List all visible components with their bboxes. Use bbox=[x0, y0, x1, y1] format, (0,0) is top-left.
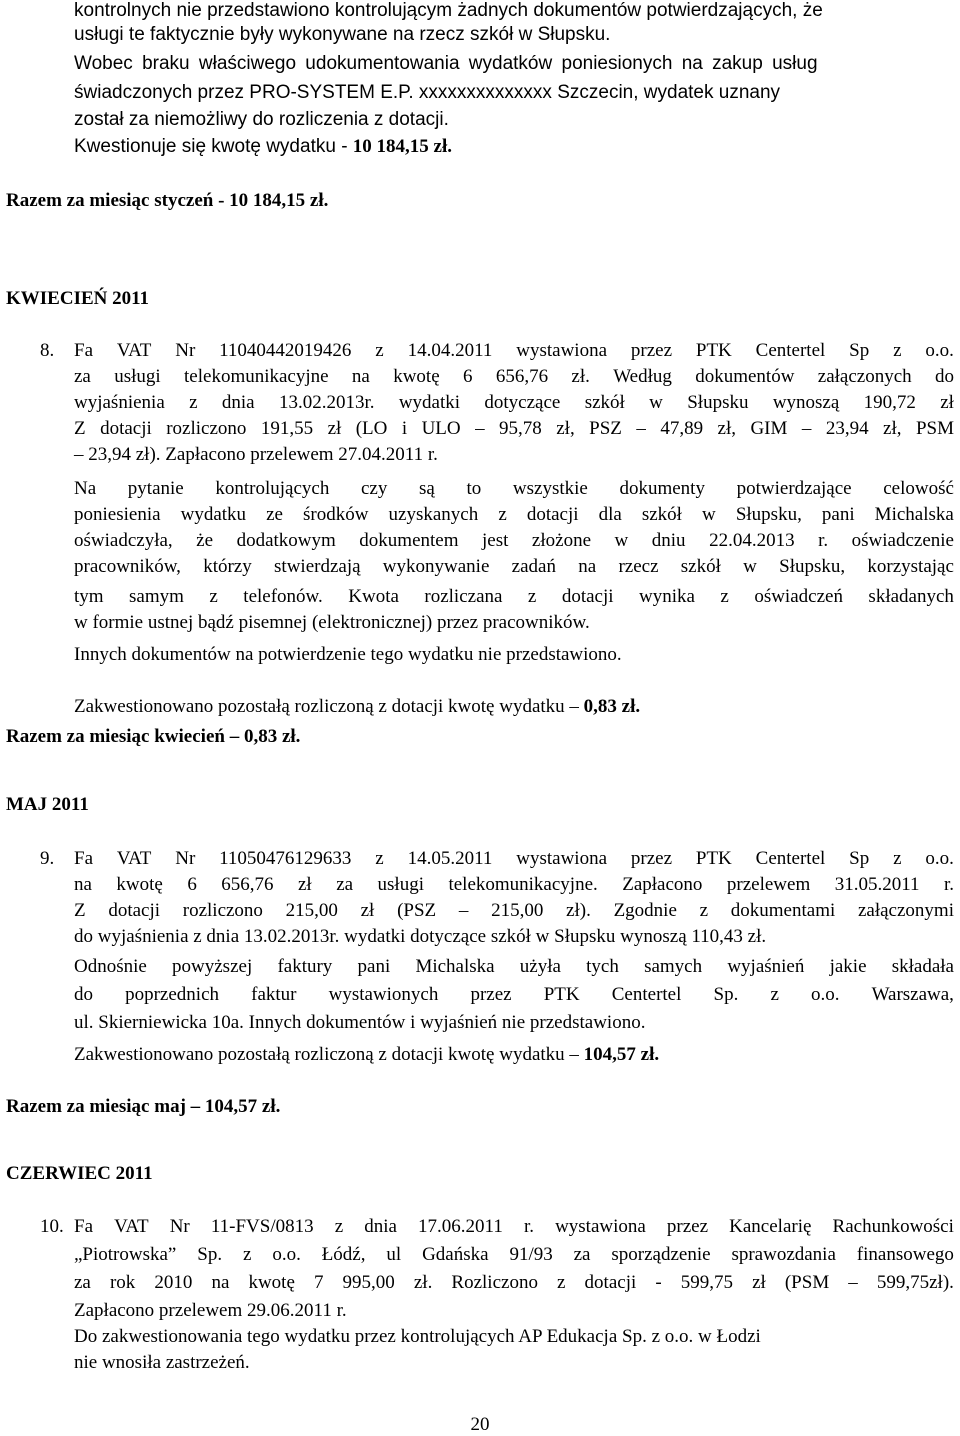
may-questioned-text: Zakwestionowano pozostałą rozliczoną z dotacji kwotę wydatku – bbox=[74, 1044, 584, 1065]
june-line-1: Fa VAT Nr 11-FVS/0813 z dnia 17.06.2011 r. wystawiona przez Kancelarię Rachunkowości bbox=[74, 1216, 954, 1237]
heading-june: CZERWIEC 2011 bbox=[6, 1163, 153, 1184]
april-line-2: za usługi telekomunikacyjne na kwotę 6 656,76 zł. Według dokumentów załączonych do bbox=[74, 366, 954, 387]
may-line-4: do wyjaśnienia z dnia 13.02.2013r. wydatki dotyczące szkół w Słupsku wynoszą 110,43 zł. bbox=[74, 926, 767, 947]
item-number-8: 8. bbox=[40, 340, 55, 361]
questioned-amount-text: Kwestionuje się kwotę wydatku - bbox=[74, 136, 353, 157]
june-line-3: za rok 2010 na kwotę 7 995,00 zł. Rozliczono z dotacji - 599,75 zł (PSM – 599,75zł). bbox=[74, 1272, 954, 1293]
may-line-5: Odnośnie powyższej faktury pani Michalska użyła tych samych wyjaśnień jakie składała bbox=[74, 956, 954, 977]
total-may: Razem za miesiąc maj – 104,57 zł. bbox=[6, 1096, 281, 1117]
june-line-5: Do zakwestionowania tego wydatku przez kontrolujących AP Edukacja Sp. z o.o. w Łodzi bbox=[74, 1326, 761, 1347]
april-line-1: Fa VAT Nr 11040442019426 z 14.04.2011 wystawiona przez PTK Centertel Sp z o.o. bbox=[74, 340, 954, 361]
intro-line-4: świadczonych przez PRO-SYSTEM E.P. xxxxxxxxxxxxxx Szczecin, wydatek uznany bbox=[74, 82, 781, 103]
may-line-7: ul. Skierniewicka 10a. Innych dokumentów i wyjaśnień nie przedstawiono. bbox=[74, 1012, 646, 1033]
total-april: Razem za miesiąc kwiecień – 0,83 zł. bbox=[6, 726, 301, 747]
june-line-4: Zapłacono przelewem 29.06.2011 r. bbox=[74, 1300, 347, 1321]
april-line-12: Innych dokumentów na potwierdzenie tego wydatku nie przedstawiono. bbox=[74, 644, 622, 665]
may-line-3: Z dotacji rozliczono 215,00 zł (PSZ – 215,00 zł). Zgodnie z dokumentami załączonymi bbox=[74, 900, 954, 921]
intro-line-5: został za niemożliwy do rozliczenia z dotacji. bbox=[74, 109, 449, 130]
april-line-9: pracowników, którzy stwierdzają wykonywanie zadań na rzecz szkół w Słupsku, korzystając bbox=[74, 556, 954, 577]
total-january: Razem za miesiąc styczeń - 10 184,15 zł. bbox=[6, 190, 329, 211]
intro-line-1: kontrolnych nie przedstawiono kontrolującym żadnych dokumentów potwierdzających, że bbox=[74, 0, 823, 21]
april-line-6: Na pytanie kontrolujących czy są to wszystkie dokumenty potwierdzające celowość bbox=[74, 478, 954, 499]
june-line-6: nie wnosiła zastrzeżeń. bbox=[74, 1352, 250, 1373]
june-line-2: „Piotrowska” Sp. z o.o. Łódź, ul Gdańska 91/93 za sporządzenie sprawozdania finansowego bbox=[74, 1244, 954, 1265]
april-line-10: tym samym z telefonów. Kwota rozliczana z dotacji wynika z oświadczeń składanych bbox=[74, 586, 954, 607]
april-questioned-text: Zakwestionowano pozostałą rozliczoną z dotacji kwotę wydatku – bbox=[74, 696, 584, 717]
item-number-10: 10. bbox=[40, 1216, 64, 1237]
may-line-2: na kwotę 6 656,76 zł za usługi telekomunikacyjne. Zapłacono przelewem 31.05.2011 r. bbox=[74, 874, 954, 895]
may-line-6: do poprzednich faktur wystawionych przez PTK Centertel Sp. z o.o. Warszawa, bbox=[74, 984, 954, 1005]
april-line-3: wyjaśnienia z dnia 13.02.2013r. wydatki dotyczące szkół w Słupsku wynoszą 190,72 zł bbox=[74, 392, 954, 413]
may-line-1: Fa VAT Nr 11050476129633 z 14.05.2011 wystawiona przez PTK Centertel Sp z o.o. bbox=[74, 848, 954, 869]
april-line-8: oświadczyła, że dodatkowym dokumentem jest złożone w dniu 22.04.2013 r. oświadczenie bbox=[74, 530, 954, 551]
april-questioned-value: 0,83 zł. bbox=[583, 696, 641, 717]
april-line-7: poniesienia wydatku ze środków uzyskanych z dotacji dla szkół w Słupsku, pani Michalska bbox=[74, 504, 954, 525]
april-line-11: w formie ustnej bądź pisemnej (elektronicznej) przez pracowników. bbox=[74, 612, 590, 633]
intro-line-2: usługi te faktycznie były wykonywane na rzecz szkół w Słupsku. bbox=[74, 24, 611, 45]
heading-may: MAJ 2011 bbox=[6, 794, 89, 815]
intro-line-6 bbox=[74, 136, 452, 158]
page-number: 20 bbox=[470, 1414, 490, 1435]
heading-april: KWIECIEŃ 2011 bbox=[6, 288, 150, 309]
intro-line-3: Wobec braku właściwego udokumentowania wydatków poniesionych na zakup usług bbox=[74, 53, 818, 74]
questioned-amount-value: 10 184,15 zł. bbox=[352, 136, 453, 157]
april-line-4: Z dotacji rozliczono 191,55 zł (LO i ULO – 95,78 zł, PSZ – 47,89 zł, GIM – 23,94 zł, PSM bbox=[74, 418, 954, 439]
item-number-9: 9. bbox=[40, 848, 55, 869]
may-questioned-value: 104,57 zł. bbox=[583, 1044, 660, 1065]
april-line-5: – 23,94 zł). Zapłacono przelewem 27.04.2011 r. bbox=[74, 444, 438, 465]
may-questioned-line bbox=[74, 1044, 659, 1066]
april-questioned-line bbox=[74, 696, 640, 718]
